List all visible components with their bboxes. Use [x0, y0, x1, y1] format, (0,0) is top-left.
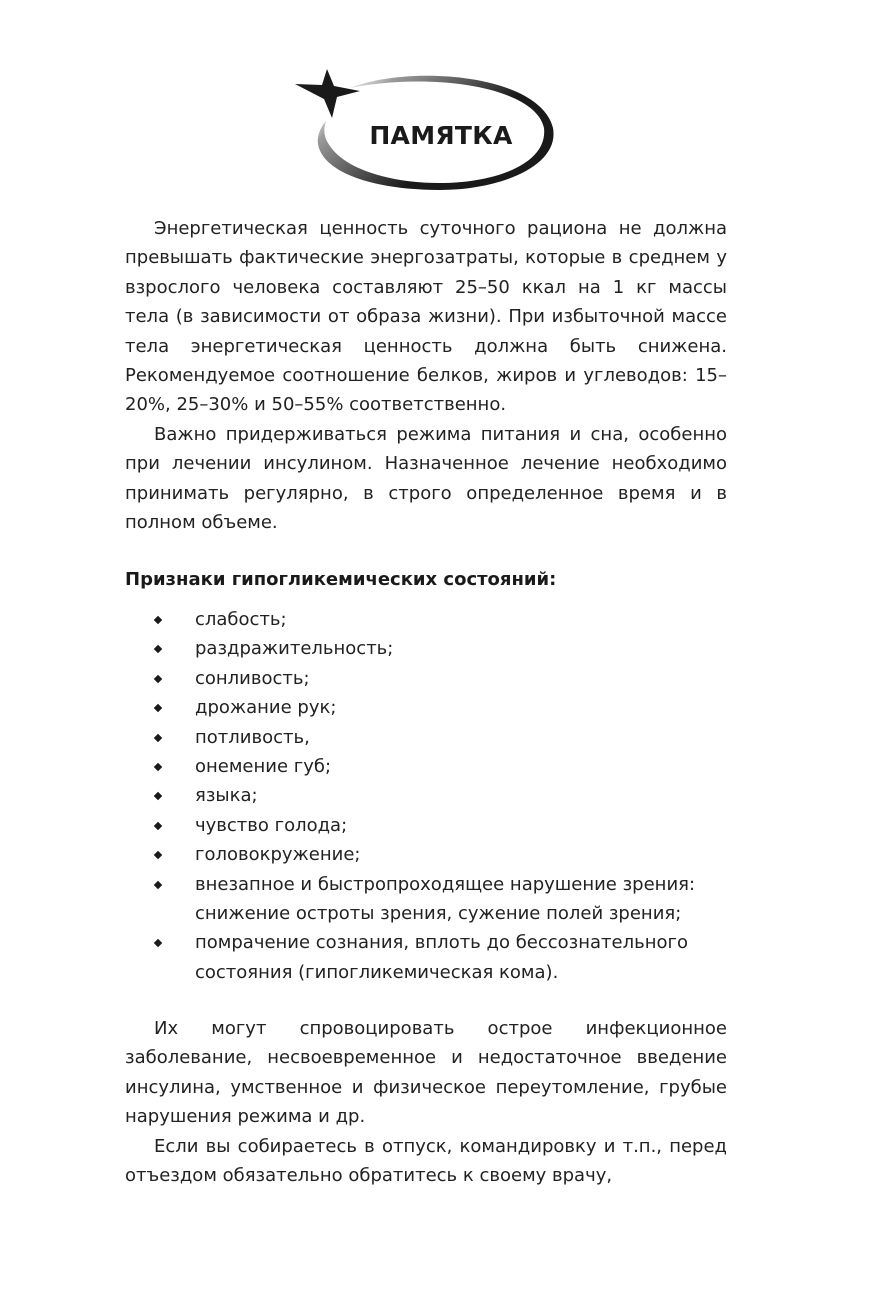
- star-icon: [295, 69, 360, 118]
- diamond-bullet-icon: [154, 792, 162, 800]
- list-item-text: раздражительность;: [195, 638, 394, 660]
- list-item-text: онемение губ;: [195, 756, 332, 778]
- list-item: [125, 723, 735, 752]
- intro-paragraph-1: Энергетическая ценность суточного рациона не должна превышать фактические энергозатраты, которые в среднем у взрослого человека составляют 25–50 ккал на 1 кг массы тела (в зависимости от образа жизни). При избыточной массе тела энергетическая ценность должна быть снижена. Рекомендуемое соотношение белков, жиров и углеводов: 15–20%, 25–30% и 50–55% соответственно.: [125, 218, 727, 416]
- list-item: [125, 752, 735, 781]
- signs-heading: Признаки гипогликемических состояний:: [125, 569, 557, 590]
- list-item: [125, 781, 735, 810]
- list-item-text: помрачение сознания, вплоть до бессознательного состояния (гипогликемическая кома).: [195, 932, 688, 983]
- outro-paragraph-1: Их могут спровоцировать острое инфекционное заболевание, несвоевременное и недостаточное введение инсулина, умственное и физическое переутомление, грубые нарушения режима и др.: [125, 1018, 727, 1128]
- list-item: [125, 693, 735, 722]
- list-item-text: головокружение;: [195, 844, 361, 866]
- outro-paragraph-2: Если вы собираетесь в отпуск, командировку и т.п., перед отъездом обязательно обратитесь к своему врачу,: [125, 1135, 727, 1187]
- heading-badge: [290, 66, 560, 200]
- list-item: [125, 870, 735, 929]
- list-item: [125, 664, 735, 693]
- page-title: ПАМЯТКА: [369, 121, 513, 150]
- diamond-bullet-icon: [154, 880, 162, 888]
- list-item-text: сонливость;: [195, 667, 310, 689]
- list-item: [125, 634, 735, 663]
- list-item: [125, 928, 735, 987]
- diamond-bullet-icon: [154, 616, 162, 624]
- diamond-bullet-icon: [154, 763, 162, 771]
- signs-list: [125, 605, 735, 987]
- diamond-bullet-icon: [154, 851, 162, 859]
- intro-section-2: [125, 420, 727, 538]
- list-item-text: языка;: [195, 785, 258, 807]
- list-item-text: потливость,: [195, 726, 310, 748]
- list-item-text: чувство голода;: [195, 814, 348, 836]
- list-item-text: внезапное и быстропроходящее нарушение зрения: снижение остроты зрения, сужение полей зрения;: [195, 873, 696, 925]
- list-item-text: слабость;: [195, 609, 287, 630]
- list-item: [125, 605, 735, 634]
- diamond-bullet-icon: [154, 704, 162, 712]
- diamond-bullet-icon: [154, 939, 162, 947]
- diamond-bullet-icon: [154, 675, 162, 683]
- list-item: [125, 840, 735, 869]
- list-item-text: дрожание рук;: [195, 697, 337, 719]
- diamond-bullet-icon: [154, 645, 162, 653]
- diamond-bullet-icon: [154, 733, 162, 741]
- intro-section: [125, 214, 727, 420]
- list-item: [125, 811, 735, 840]
- outro-section: [125, 1014, 727, 1190]
- diamond-bullet-icon: [154, 822, 162, 830]
- intro-paragraph-2: Важно придерживаться режима питания и сна, особенно при лечении инсулином. Назначенное лечение необходимо принимать регулярно, в строго определенное время и в полном объеме.: [125, 424, 727, 534]
